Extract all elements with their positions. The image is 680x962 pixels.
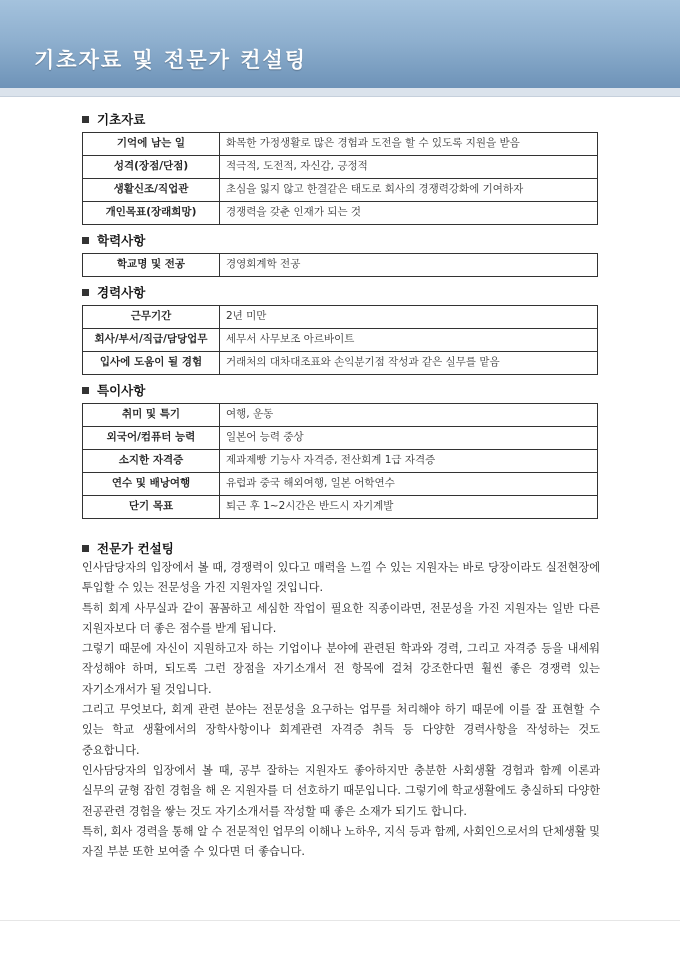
main-content [82,109,598,524]
square-bullet-icon [82,387,89,394]
row-label: 취미 및 특기 [83,404,220,427]
section-title: 기초자료 [97,112,146,127]
row-value: 초심을 잃지 않고 한결같은 태도로 회사의 경쟁력강화에 기여하자 [220,179,598,202]
square-bullet-icon [82,289,89,296]
row-value: 퇴근 후 1~2시간은 반드시 자기계발 [220,496,598,519]
row-label: 개인목표(장래희망) [83,202,220,225]
section-title: 전문가 컨설팅 [97,541,174,556]
header-banner [0,0,680,88]
table-row [83,202,598,225]
row-value: 여행, 운동 [220,404,598,427]
section-title: 경력사항 [97,285,146,300]
row-value: 2년 미만 [220,306,598,329]
table-row [83,427,598,450]
row-label: 입사에 도움이 될 경험 [83,352,220,375]
row-value: 적극적, 도전적, 자신감, 긍정적 [220,156,598,179]
section-title: 학력사항 [97,233,146,248]
table-row [83,352,598,375]
paragraph: 특히, 회사 경력을 통해 알 수 전문적인 업무의 이해나 노하우, 지식 등과 함께, 사회인으로서의 단체생활 및 자질 부분 또한 보여줄 수 있다면 더 좋습니다. [82,824,600,859]
paragraph: 그렇기 때문에 자신이 지원하고자 하는 기업이나 분야에 관련된 학과와 경력, 그리고 자격증 등을 내세워 작성해야 하며, 되도록 그런 장점을 자기소개서 전 항목에 걸쳐 강조한다면 훨씬 좋은 경쟁력 있는 자기소개서가 될 것입니다. [82,642,600,696]
paragraph: 그리고 무엇보다, 회계 관련 분야는 전문성을 요구하는 업무를 처리해야 하기 때문에 이를 잘 표현할 수 있는 학교 생활에서의 장학사항이나 회계관련 자격증 취득 등 다양한 경력사항을 작성하는 것도 중요합니다. [82,703,600,757]
row-value: 거래처의 대차대조표와 손익분기점 작성과 같은 실무를 맡음 [220,352,598,375]
square-bullet-icon [82,545,89,552]
section-education-heading [82,230,598,250]
row-label: 학교명 및 전공 [83,254,220,277]
row-value: 일본어 능력 중상 [220,427,598,450]
section-basic-heading [82,109,598,129]
career-table [82,305,598,375]
table-row [83,496,598,519]
footer-divider [0,920,680,921]
section-special-heading [82,380,598,400]
row-value: 세무서 사무보조 아르바이트 [220,329,598,352]
paragraph: 인사담당자의 입장에서 볼 때, 공부 잘하는 지원자도 좋아하지만 충분한 사회생활 경험과 함께 이론과 실무의 균형 잡힌 경험을 해 온 지원자를 더 선호하기 때문입니다. 그렇기에 학교생활에도 충실하되 다양한 전공관련 경험을 쌓는 것도 자기소개서를 작성할 때 좋은 소재가 되기도 합니다. [82,763,600,818]
row-label: 생활신조/직업관 [83,179,220,202]
table-row [83,473,598,496]
row-label: 기억에 남는 일 [83,133,220,156]
section-career-heading [82,282,598,302]
row-label: 단기 목표 [83,496,220,519]
row-value: 제과제빵 기능사 자격증, 전산회계 1급 자격증 [220,450,598,473]
header-divider [0,88,680,97]
page-title: 기초자료 및 전문가 컨설팅 [34,48,308,72]
row-label: 외국어/컴퓨터 능력 [83,427,220,450]
table-row [83,254,598,277]
square-bullet-icon [82,116,89,123]
paragraph: 특히 회계 사무실과 같이 꼼꼼하고 세심한 작업이 필요한 직종이라면, 전문성을 가진 지원자는 일반 다른 지원자보다 더 좋은 점수를 받게 됩니다. [82,601,600,635]
square-bullet-icon [82,237,89,244]
expert-consulting-text [82,558,600,862]
row-value: 경쟁력을 갖춘 인재가 되는 것 [220,202,598,225]
basic-info-table [82,132,598,225]
table-row [83,450,598,473]
row-value: 유럽과 중국 해외여행, 일본 어학연수 [220,473,598,496]
paragraph: 인사담당자의 입장에서 볼 때, 경쟁력이 있다고 매력을 느낄 수 있는 지원자는 바로 당장이라도 실전현장에 투입할 수 있는 전문성을 가진 지원자일 것입니다. [82,561,600,595]
expert-heading-row [82,538,600,558]
table-row [83,179,598,202]
table-row [83,133,598,156]
section-title: 특이사항 [97,383,146,398]
row-value: 화목한 가정생활로 많은 경험과 도전을 할 수 있도록 지원을 받음 [220,133,598,156]
education-table [82,253,598,277]
special-table [82,403,598,519]
table-row [83,156,598,179]
row-label: 성격(장점/단점) [83,156,220,179]
table-row [83,404,598,427]
table-row [83,306,598,329]
row-label: 소지한 자격증 [83,450,220,473]
row-label: 회사/부서/직급/담당업무 [83,329,220,352]
row-label: 연수 및 배낭여행 [83,473,220,496]
row-label: 근무기간 [83,306,220,329]
row-value: 경영회계학 전공 [220,254,598,277]
table-row [83,329,598,352]
